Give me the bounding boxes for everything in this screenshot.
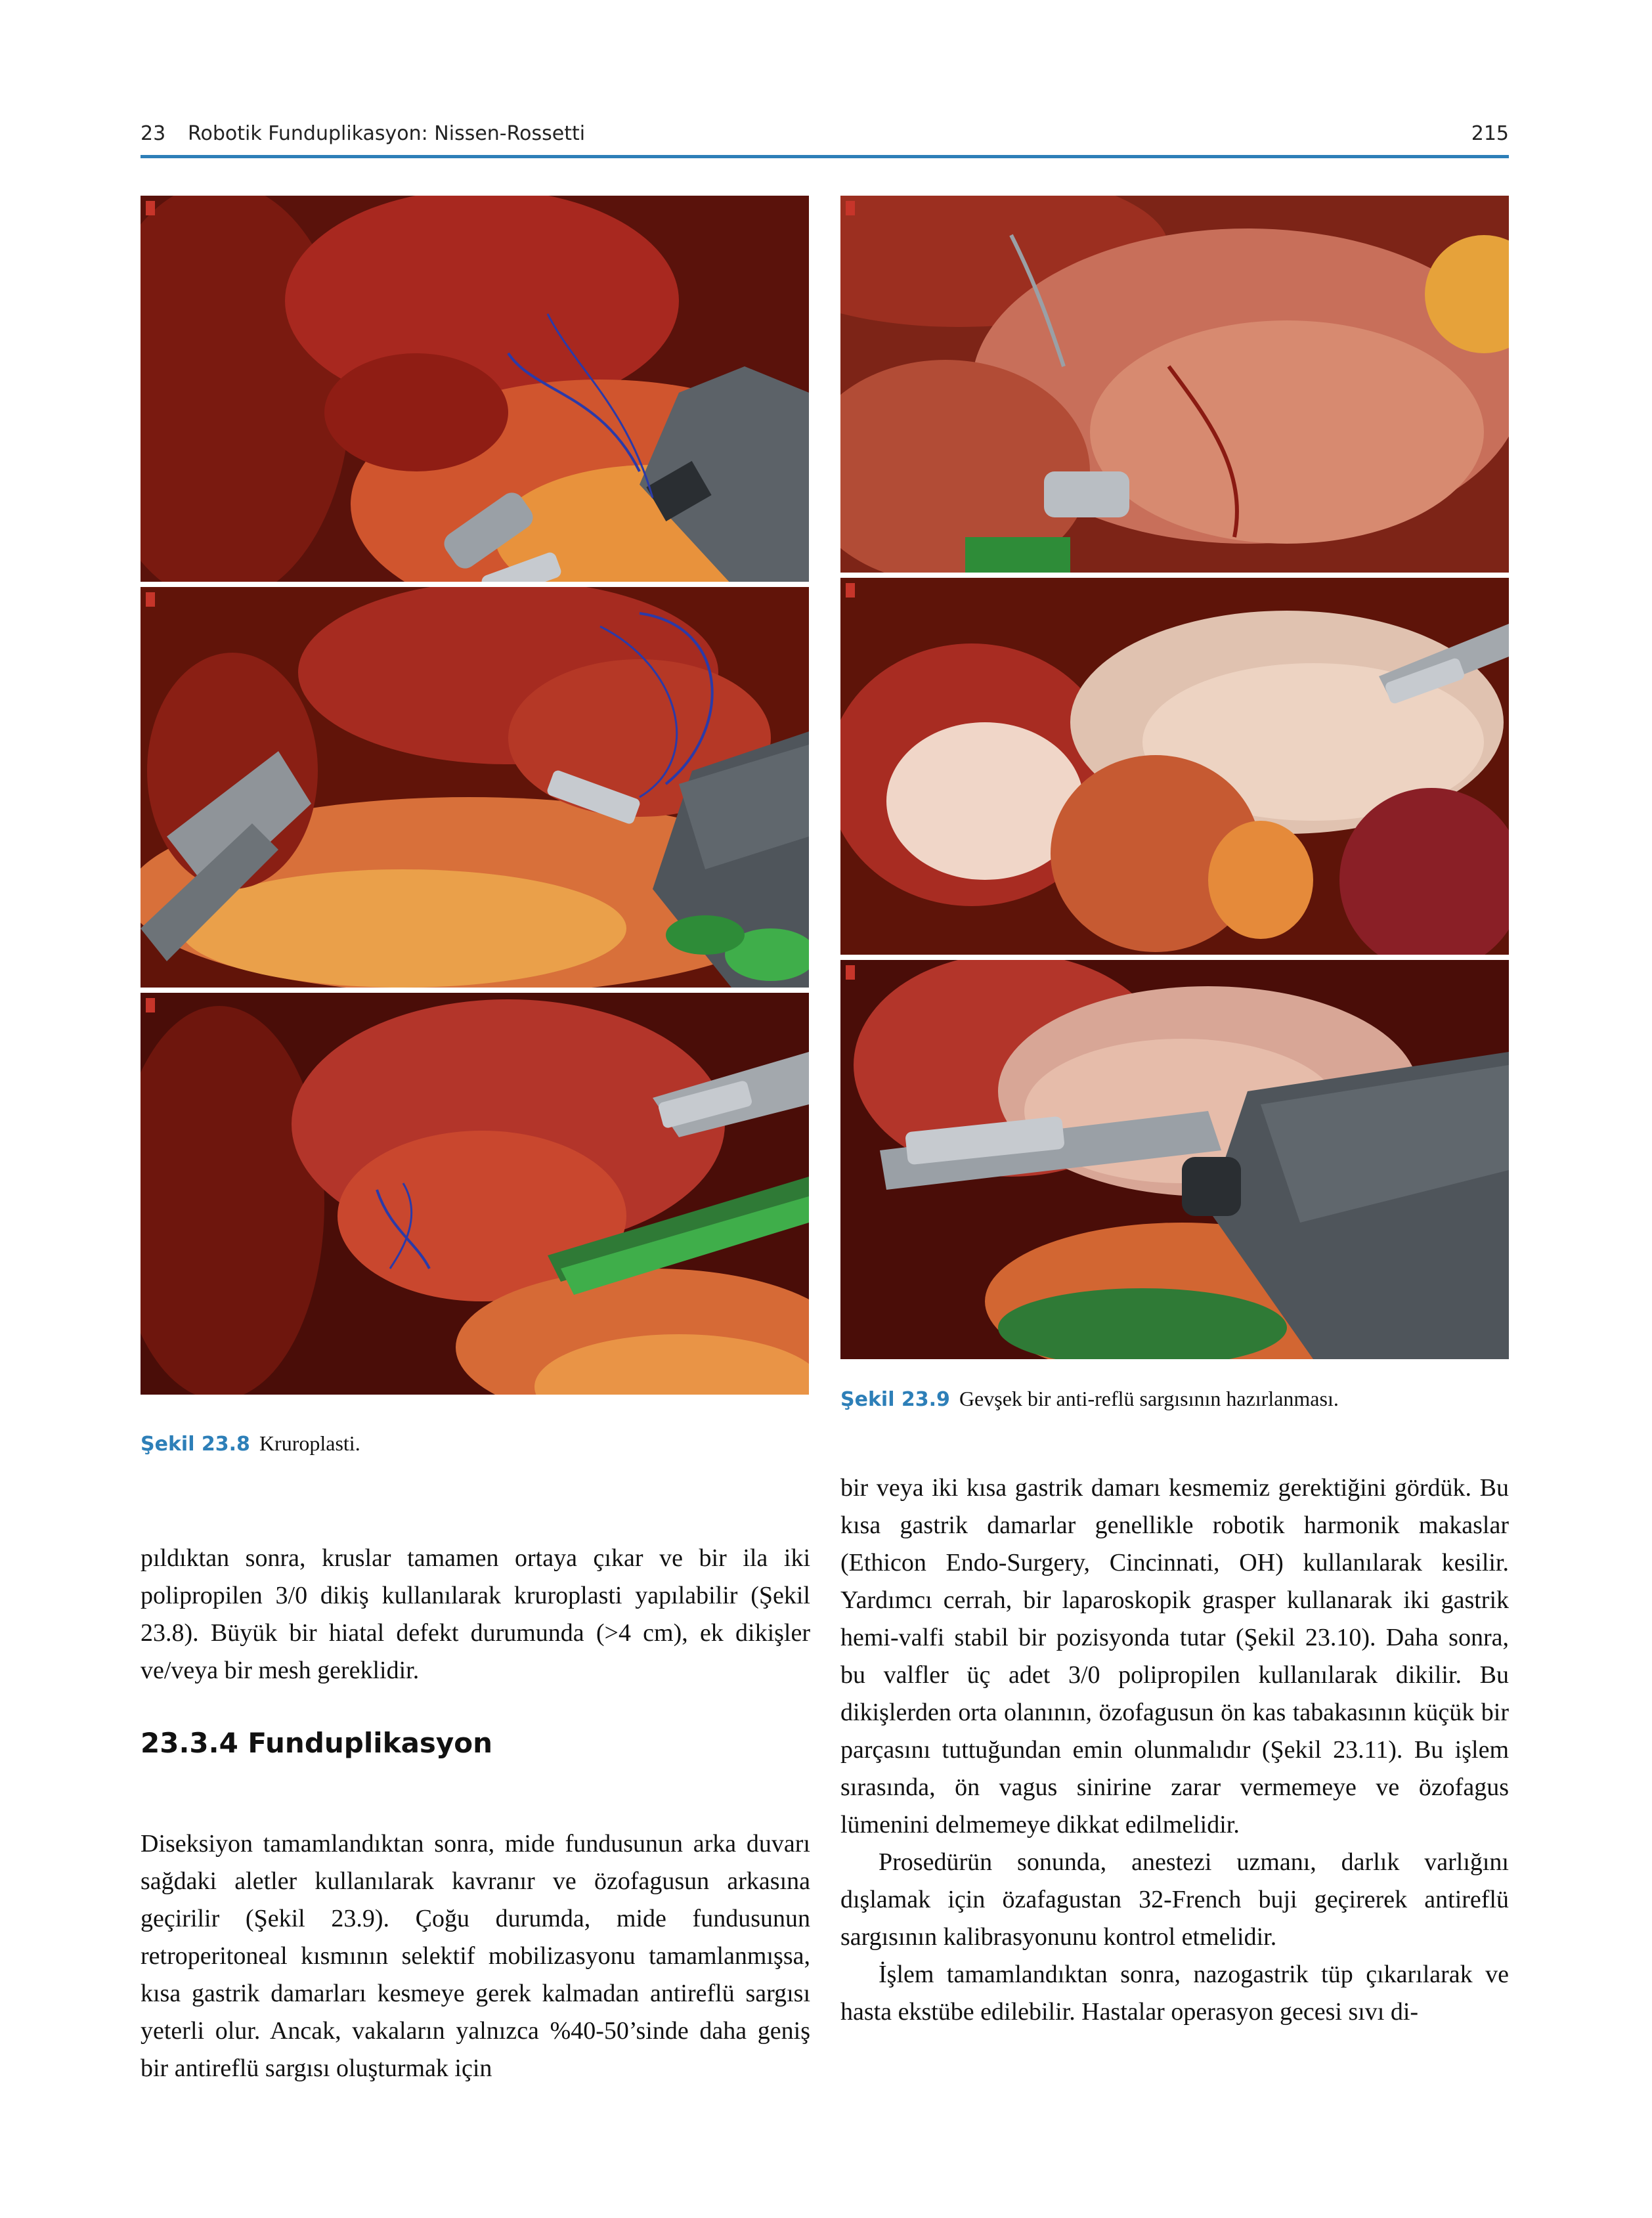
right-column-text: [840, 1469, 1509, 2031]
chapter-number: 23: [141, 122, 166, 145]
figure-23-8-caption: [141, 1431, 360, 1456]
figure-23-8-label: Şekil 23.8: [141, 1433, 250, 1456]
figure-23-8-photo-c: [141, 993, 809, 1395]
figure-23-9-label: Şekil 23.9: [840, 1388, 950, 1411]
figure-23-9-photo-b: [840, 578, 1509, 955]
figure-23-8-photo-a: [141, 196, 809, 582]
header-rule: [141, 155, 1509, 158]
figure-23-9-caption-text: Gevşek bir anti-reflü sargısının hazırlanması.: [959, 1387, 1339, 1410]
figure-23-8-photo-b: [141, 587, 809, 988]
figure-23-8-caption-text: Kruroplasti.: [259, 1431, 360, 1455]
figure-23-9-photo-a: [840, 196, 1509, 573]
figure-23-9-caption: [840, 1387, 1339, 1411]
right-paragraph-3: İşlem tamamlandıktan sonra, nazogastrik tüp çıkarılarak ve hasta ekstübe edilebilir. Hastalar operasyon gecesi sıvı di-: [840, 1961, 1509, 2026]
left-column-paragraph-2: [141, 1825, 810, 2087]
left-paragraph-1: pıldıktan sonra, kruslar tamamen ortaya çıkar ve bir ila iki polipropilen 3/0 dikiş kullanılarak kruroplasti yapılabilir (Şekil 23.8). Büyük bir hiatal defekt durumunda (>4 cm), ek dikişler ve/veya bir mesh gereklidir.: [141, 1544, 810, 1684]
figure-23-9-photo-c: [840, 960, 1509, 1359]
chapter-title: Robotik Funduplikasyon: Nissen-Rossetti: [188, 122, 586, 145]
running-header: [141, 116, 1509, 155]
right-paragraph-1: bir veya iki kısa gastrik damarı kesmemiz gerektiğini gördük. Bu kısa gastrik damarlar genellikle robotik harmonik makaslar (Ethicon Endo-Surgery, Cincinnati, OH) kullanılarak kesilir. Yardımcı cerrah, bir laparoskopik grasper kullanarak iki gastrik hemi-valfi stabil bir pozisyonda tutar (Şekil 23.10). Daha sonra, bu valfler üç adet 3/0 polipropilen kullanılarak dikilir. Bu dikişlerden orta olanının, özofagusun ön kas tabakasının küçük bir parçasını tuttuğundan emin olunmalıdır (Şekil 23.11). Bu işlem sırasında, ön vagus sinirine zarar vermemeye ve özofagus lümenini delmemeye dikkat edilmelidir.: [840, 1474, 1509, 1838]
page-number: 215: [1471, 122, 1509, 145]
left-paragraph-2: Diseksiyon tamamlandıktan sonra, mide fundusunun arka duvarı sağdaki aletler kullanılarak kavranır ve özofagusun arkasına geçirilir (Şekil 23.9). Çoğu durumda, mide fundusunun retroperitoneal kısmının selektif mobilizasyonu tamamlanmışsa, kısa gastrik damarları kesmeye gerek kalmadan antireflü sargısı yeterli olur. Ancak, vakaların yalnızca %40-50’sinde daha geniş bir antireflü sargısı oluşturmak için: [141, 1830, 810, 2082]
section-heading: 23.3.4 Funduplikasyon: [141, 1727, 493, 1759]
right-paragraph-2: Prosedürün sonunda, anestezi uzmanı, darlık varlığını dışlamak için özafagustan 32-French buji geçirerek antireflü sargısının kalibrasyonunu kontrol etmelidir.: [840, 1848, 1509, 1951]
left-column-paragraph-1: [141, 1540, 810, 1689]
